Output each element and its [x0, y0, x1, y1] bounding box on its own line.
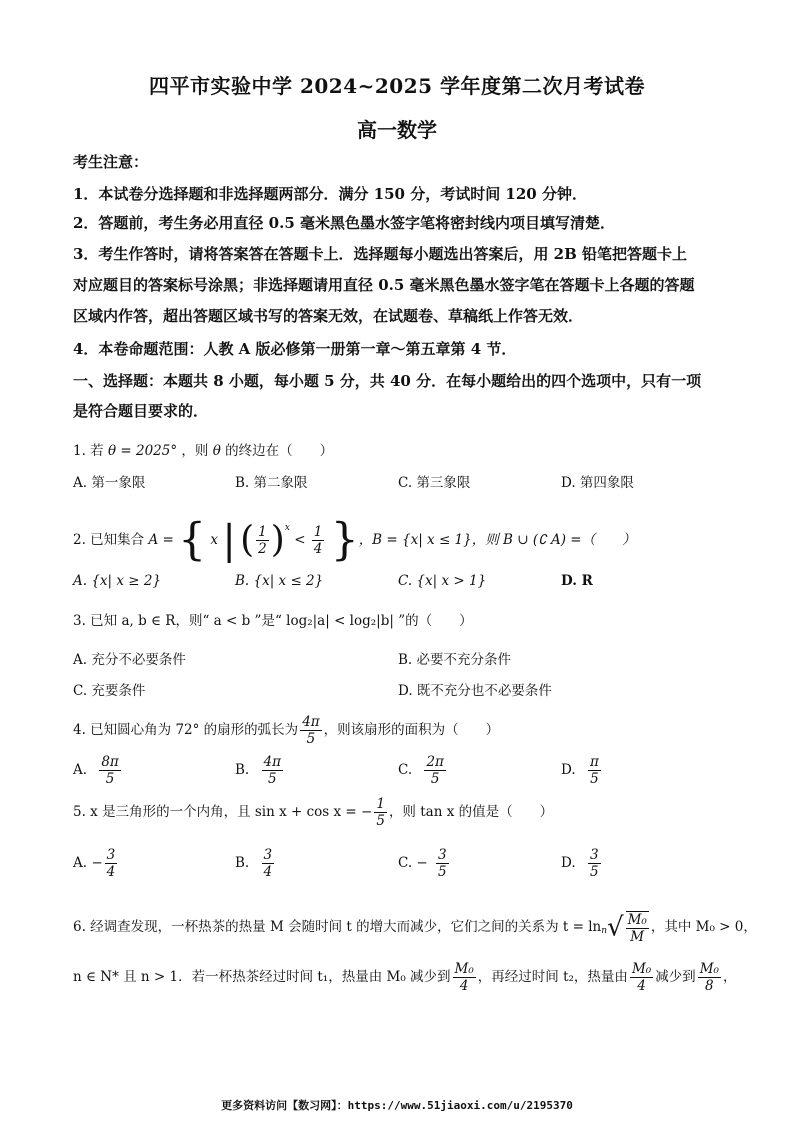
q5-d-num: 3	[589, 847, 599, 863]
notice-item-2: 2．答题前，考生务必用直径 0.5 毫米黑色墨水签字笔将密封线内项目填写清楚．	[73, 214, 615, 232]
q1-suffix2: 的终边在（ ）	[225, 443, 334, 459]
q2-set-var: x	[210, 532, 219, 548]
q2-bar: |	[222, 517, 236, 564]
question-1	[73, 440, 333, 462]
q5-a-num: 3	[106, 847, 116, 863]
q5-option-d-fraction	[588, 847, 601, 880]
q4-option-b-fraction	[262, 754, 283, 787]
q4-a-den: 5	[105, 771, 115, 787]
q4-d-num: π	[589, 754, 599, 770]
q2-right-brace: }	[330, 514, 359, 566]
q1-option-d: D. 第四象限	[561, 475, 634, 491]
q6-f2-den: 4	[637, 978, 646, 994]
question-6-line2	[73, 955, 736, 999]
q4-arc-den: 5	[306, 731, 316, 747]
q5-option-b-label: B.	[235, 855, 250, 871]
q5-option-b-fraction	[262, 847, 275, 880]
q4-prefix: 4. 已知圆心角为 72° 的扇形的弧长为	[73, 722, 299, 738]
question-2	[73, 504, 636, 564]
q2-half-den: 2	[258, 541, 267, 557]
q6-line1-prefix: 6. 经调查发现，一杯热茶的热量 M 会随时间 t 的增大而减少，它们之间的关系为 t = ln	[73, 919, 602, 935]
q5-option-d	[561, 843, 603, 883]
q4-option-d-fraction	[588, 754, 601, 787]
q2-set-a-lhs: A =	[148, 532, 174, 548]
q6-line2-a: n ∈ N* 且 n > 1．若一杯热茶经过时间 t₁，热量由 M₀ 减少到	[73, 969, 451, 985]
question-4	[73, 710, 499, 750]
q5-option-c	[398, 843, 451, 883]
q4-b-num: 4π	[263, 754, 281, 770]
q2-option-d: D. R	[561, 573, 593, 589]
q6-root-index: n	[601, 926, 608, 936]
q4-option-d	[561, 750, 603, 790]
q2-left-brace: {	[178, 514, 207, 566]
q5-option-b	[235, 843, 276, 883]
q4-option-b	[235, 750, 285, 790]
q4-suffix: ，则该扇形的面积为（ ）	[323, 722, 500, 738]
q4-option-a	[73, 750, 123, 790]
q4-arc-num: 4π	[302, 714, 320, 730]
q6-line2-b: ，再经过时间 t₂，热量由	[477, 969, 628, 985]
q2-half-num: 1	[258, 524, 267, 540]
q5-option-c-label: C. −	[398, 855, 428, 871]
q3-option-b: B. 必要不充分条件	[398, 652, 512, 668]
q4-d-den: 5	[590, 771, 599, 787]
q2-option-b: B. {x| x ≤ 2}	[235, 573, 324, 589]
q4-option-a-label: A.	[73, 762, 88, 778]
q1-option-c: C. 第三象限	[398, 475, 471, 491]
q1-theta: θ	[212, 443, 221, 459]
q6-line2-d: ，	[722, 969, 737, 985]
q3-option-d: D. 既不充分也不必要条件	[398, 683, 552, 699]
q1-option-b: B. 第二象限	[235, 475, 308, 491]
q1-option-a: A. 第一象限	[73, 475, 146, 491]
q5-c-num: 3	[438, 847, 447, 863]
q2-lt: <	[294, 532, 306, 548]
notice-item-3: 3．考生作答时，请将答案答在答题卡上．选择题每小题选出答案后，用 2B 铅笔把答题卡上	[73, 245, 688, 263]
q6-line2-c: 减少到	[655, 969, 696, 985]
section-heading-line1: 一、选择题：本题共 8 小题，每小题 5 分，共 40 分．在每小题给出的四个选项中，只有一项	[73, 372, 702, 390]
q4-c-den: 5	[430, 771, 440, 787]
q6-f2-fraction	[630, 961, 653, 994]
q6-f2-num: M₀	[631, 961, 652, 977]
q4-arc-fraction	[300, 714, 321, 747]
q5-c-den: 5	[438, 864, 447, 880]
q2-expr: B ∪ (∁ A) =（ ）	[503, 532, 636, 548]
q6-f1-num: M₀	[454, 961, 474, 977]
q6-root-den: M	[630, 928, 645, 945]
q2-option-c: C. {x| x > 1}	[398, 573, 487, 589]
q4-option-c-fraction	[424, 754, 445, 787]
q5-val-num: 1	[376, 796, 385, 812]
q2-right-paren: )	[270, 519, 285, 561]
notice-item-1: 1．本试卷分选择题和非选择题两部分．满分 150 分，考试时间 120 分钟．	[73, 185, 587, 203]
q1-suffix: ，则	[181, 443, 209, 459]
q6-f1-fraction	[453, 961, 476, 994]
q6-root-fraction	[626, 911, 649, 945]
q6-f3-num: M₀	[699, 961, 719, 977]
q4-option-d-label: D.	[561, 762, 576, 778]
q6-root-sign: √	[607, 912, 624, 943]
footer-link[interactable]: 更多资料访问【数习网】：https://www.51jiaoxi.com/u/2195370	[221, 1099, 573, 1112]
q5-option-a-label: A. −	[73, 855, 103, 871]
q5-option-c-fraction	[436, 847, 449, 880]
q1-expr: θ = 2025°	[107, 443, 178, 459]
notice-item-3-cont: 对应题目的答案标号涂黑；非选择题请用直径 0.5 毫米黑色墨水签字笔在答题卡上各题的答题	[73, 276, 695, 294]
q4-option-c-label: C.	[398, 762, 413, 778]
q6-root-num: M₀	[627, 911, 647, 928]
q6-f1-den: 4	[459, 978, 469, 994]
q3-option-a: A. 充分不必要条件	[73, 652, 186, 668]
q2-left-paren: (	[240, 519, 255, 561]
q5-value-fraction	[374, 796, 387, 829]
q5-a-den: 4	[106, 864, 116, 880]
q4-option-b-label: B.	[235, 762, 250, 778]
q5-option-a	[73, 843, 119, 883]
q4-option-a-fraction	[99, 754, 120, 787]
question-3: 3. 已知 a, b ∈ R，则“ a < b ”是“ log₂|a| < log₂|b| ”的（ ）	[73, 613, 473, 629]
notice-item-3-cont2: 区域内作答，超出答题区域书写的答案无效，在试题卷、草稿纸上作答无效．	[73, 307, 584, 325]
q5-b-den: 4	[263, 864, 273, 880]
q2-set-b: ，B = {x| x ≤ 1}，则	[358, 532, 499, 548]
q4-option-c	[398, 750, 448, 790]
q6-line1-suffix: ，其中 M₀ > 0，	[650, 919, 757, 935]
q6-f3-den: 8	[705, 978, 714, 994]
q5-option-d-label: D.	[561, 855, 576, 871]
q5-prefix: 5. x 是三角形的一个内角，且 sin x + cos x = −	[73, 804, 373, 820]
section-heading-line2: 是符合题目要求的．	[73, 402, 209, 420]
exam-subtitle: 高一数学	[357, 118, 437, 142]
q2-quarter-fraction	[312, 524, 325, 557]
notice-item-4: 4．本卷命题范围：人教 A 版必修第一册第一章～第五章第 4 节．	[73, 340, 517, 358]
q2-prefix: 2. 已知集合	[73, 532, 145, 548]
q6-f3-fraction	[698, 961, 721, 994]
q3-option-c: C. 充要条件	[73, 683, 146, 699]
notice-heading: 考生注意：	[73, 153, 149, 171]
question-6-line1	[73, 905, 757, 953]
q2-half-fraction	[256, 524, 269, 557]
q4-b-den: 5	[267, 771, 277, 787]
q2-option-a: A. {x| x ≥ 2}	[73, 573, 162, 589]
q5-b-num: 3	[263, 847, 273, 863]
q5-val-den: 5	[376, 813, 385, 829]
q5-option-a-fraction	[105, 847, 118, 880]
q5-suffix: ，则 tan x 的值是（ ）	[388, 804, 554, 820]
exam-title: 四平市实验中学 2024~2025 学年度第二次月考试卷	[148, 74, 645, 98]
q4-a-num: 8π	[101, 754, 119, 770]
q5-d-den: 5	[589, 864, 599, 880]
question-5	[73, 792, 553, 832]
q1-prefix: 1. 若	[73, 443, 104, 459]
q2-quarter-num: 1	[313, 524, 323, 540]
q2-power: x	[284, 523, 290, 533]
q4-c-num: 2π	[426, 754, 444, 770]
q2-quarter-den: 4	[313, 541, 323, 557]
